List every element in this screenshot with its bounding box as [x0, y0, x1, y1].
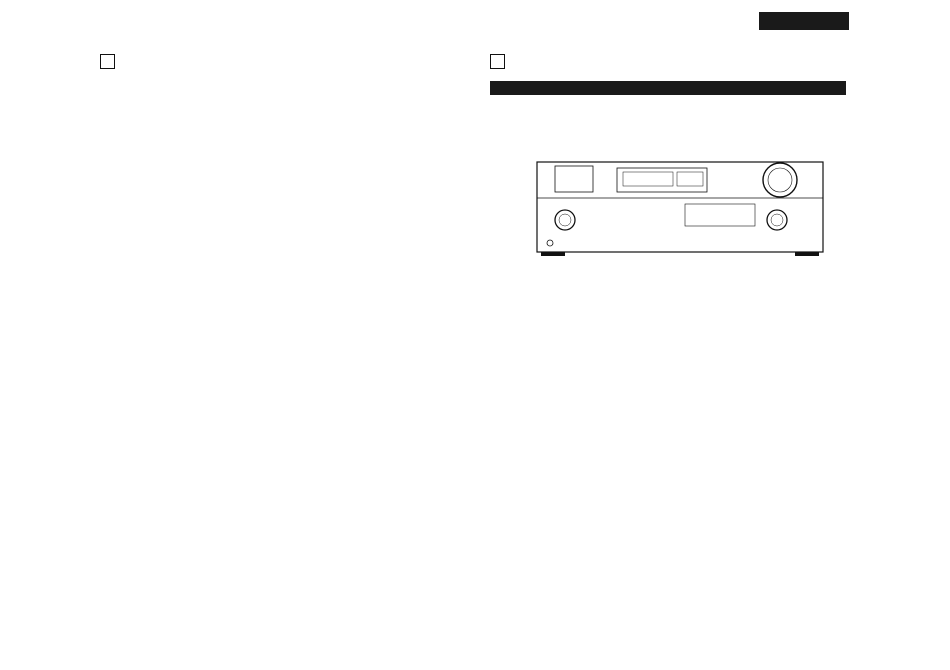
language-tab	[759, 12, 849, 30]
front-panel-diagram	[535, 138, 827, 290]
section-number	[100, 54, 115, 69]
section-number	[490, 54, 505, 69]
section-title-parts	[490, 54, 511, 69]
front-panel-heading	[490, 81, 846, 95]
section-title-features	[100, 54, 121, 69]
receiver-body	[537, 162, 823, 252]
